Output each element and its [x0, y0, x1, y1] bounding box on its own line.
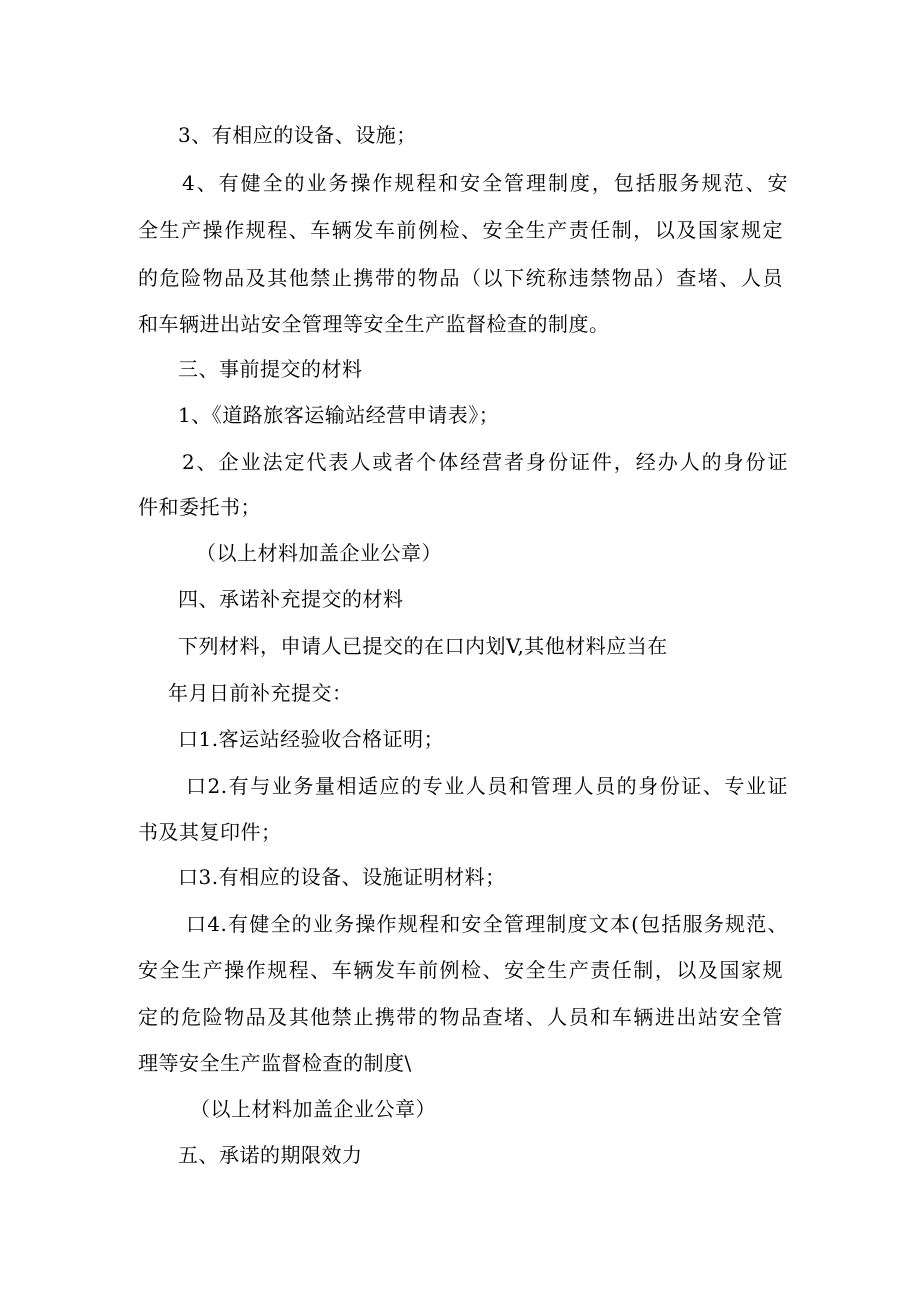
text-line-1: 3、有相应的设备、设施；: [178, 123, 417, 147]
text-line-5: 和车辆进出站安全管理等安全生产监督检查的制度。: [138, 312, 610, 336]
text-line-20: 定的危险物品及其他禁止携带的物品查堵、人员和车辆进出站安全管: [138, 1005, 783, 1029]
text-line-7: 1、《道路旅客运输站经营申请表》；: [178, 403, 500, 427]
text-line-8: 2、企业法定代表人或者个体经营者身份证件，经办人的身份证: [182, 450, 788, 474]
checkbox-item-4: 口4.有健全的业务操作规程和安全管理制度文本(包括服务规范、: [186, 912, 788, 936]
text-line-2: 4、有健全的业务操作规程和安全管理制度，包括服务规范、安: [182, 171, 788, 195]
section-heading-5: 五、承诺的期限效力: [178, 1143, 363, 1167]
text-line-10: （以上材料加盖企业公章）: [196, 541, 442, 565]
checkbox-item-2: 口2.有与业务量相适应的专业人员和管理人员的身份证、专业证: [186, 774, 788, 798]
text-line-9: 件和委托书；: [138, 495, 261, 519]
text-line-3: 全生产操作规程、车辆发车前例检、安全生产责任制，以及国家规定: [138, 218, 783, 242]
text-line-12: 下列材料，申请人已提交的在口内划V,其他材料应当在: [178, 634, 668, 658]
section-heading-3: 三、事前提交的材料: [178, 357, 363, 381]
text-line-16: 书及其复印件；: [138, 820, 282, 844]
text-line-13: 年月日前补充提交：: [168, 681, 353, 705]
text-line-21: 理等安全生产监督检查的制度\: [138, 1051, 412, 1075]
text-line-4: 的危险物品及其他禁止携带的物品（以下统称违禁物品）查堵、人员: [138, 266, 783, 290]
text-line-22: （以上材料加盖企业公章）: [190, 1097, 436, 1121]
section-heading-4: 四、承诺补充提交的材料: [178, 587, 404, 611]
text-line-19: 安全生产操作规程、车辆发车前例检、安全生产责任制，以及国家规: [138, 958, 783, 982]
checkbox-item-3: 口3.有相应的设备、设施证明材料；: [178, 865, 506, 889]
checkbox-item-1: 口1.客运站经验收合格证明；: [178, 727, 445, 751]
